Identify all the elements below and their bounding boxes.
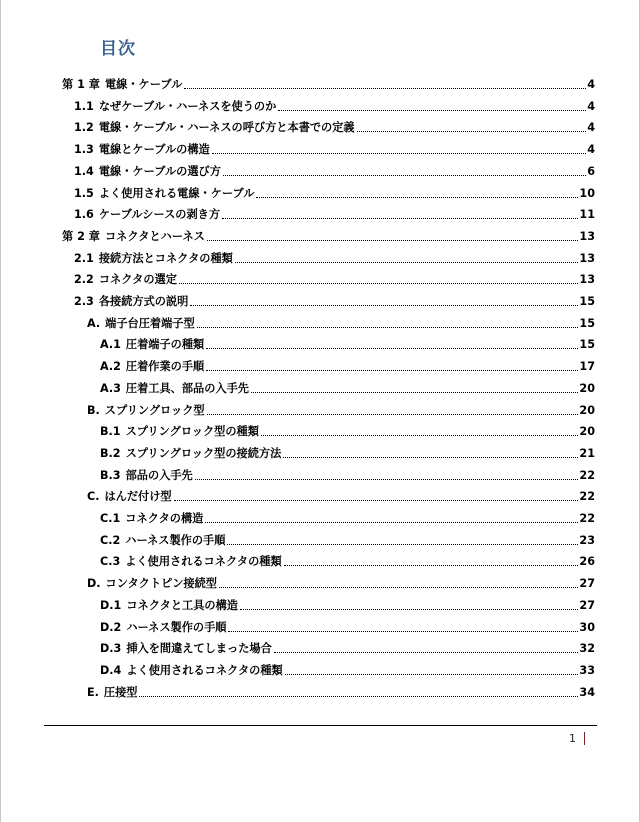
toc-entry[interactable] [87, 309, 595, 331]
footer-divider [44, 725, 597, 726]
toc-dot-leader [207, 240, 579, 241]
toc-dot-leader [179, 283, 579, 284]
toc-entry-page: 30 [579, 620, 595, 634]
toc-entry[interactable] [87, 678, 595, 700]
toc-entry-number: C.3 [100, 555, 121, 569]
toc-entry[interactable] [87, 482, 595, 504]
toc-entry-page: 33 [579, 663, 595, 677]
toc-entry-label: 接続方法とコネクタの種類 [98, 251, 233, 265]
toc-entry-page: 15 [579, 316, 595, 330]
toc-entry-number: B.1 [100, 425, 121, 439]
toc-dot-leader [357, 131, 587, 132]
toc-entry-label: スプリングロック型 [104, 403, 205, 417]
toc-entry-page: 22 [579, 512, 595, 525]
toc-entry[interactable] [100, 461, 595, 483]
toc-entry-label: コネクタとハーネス [104, 229, 205, 243]
toc-entry[interactable] [87, 396, 595, 418]
toc-dot-leader [284, 565, 579, 566]
toc-entry-label: 端子台圧着端子型 [105, 316, 195, 330]
toc-dot-leader [205, 522, 578, 523]
toc-entry-number: 1.4 [74, 164, 94, 178]
toc-entry-number: A. [87, 316, 101, 330]
toc-entry-label: 電線・ケーブル [104, 78, 183, 91]
toc-entry-label: コネクタの選定 [98, 273, 177, 287]
toc-entry[interactable] [100, 374, 595, 396]
toc-entry[interactable] [100, 352, 595, 374]
toc-dot-leader [261, 435, 579, 436]
toc-entry-number: B.3 [100, 468, 121, 482]
toc-dot-leader [219, 587, 578, 588]
footer-bar-decoration [584, 732, 585, 745]
toc-dot-leader [190, 305, 578, 306]
toc-entry-page: 22 [579, 490, 595, 504]
toc-entry-label: コネクタの構造 [125, 512, 204, 525]
toc-entry-number: 1.2 [74, 121, 94, 135]
toc-entry[interactable] [100, 591, 595, 613]
toc-entry-label: よく使用されるコネクタの種類 [126, 663, 283, 677]
toc-entry-page: 6 [587, 164, 595, 178]
toc-entry[interactable] [100, 504, 595, 526]
toc-entry-label: 各接続方式の説明 [98, 295, 189, 308]
toc-dot-leader [228, 631, 578, 632]
toc-entry-label: なぜケーブル・ハーネスを使うのか [98, 99, 277, 113]
toc-dot-leader [197, 327, 579, 328]
toc-entry-number: 1.1 [74, 99, 94, 113]
toc-entry-label: 部品の入手先 [125, 468, 193, 482]
toc-entry-number: A.1 [100, 338, 121, 352]
toc-entry-page: 22 [579, 468, 595, 482]
toc-entry-page: 20 [579, 381, 595, 395]
toc-entry[interactable] [100, 439, 595, 461]
toc-entry-label: 圧接型 [103, 685, 138, 699]
toc-entry[interactable] [74, 265, 595, 287]
toc-dot-leader [285, 674, 579, 675]
toc-entry-page: 4 [587, 78, 595, 91]
toc-entry-page: 17 [579, 360, 595, 374]
toc-entry[interactable] [87, 569, 595, 591]
toc-entry-number: C. [87, 490, 100, 504]
toc-entry-page: 21 [579, 446, 595, 460]
toc-dot-leader [139, 696, 578, 697]
toc-entry-label: 挿入を間違えてしまった場合 [126, 642, 272, 656]
toc-entry[interactable] [74, 157, 595, 179]
toc-entry-number: C.1 [100, 512, 121, 525]
toc-entry[interactable] [100, 417, 595, 439]
toc-entry[interactable] [74, 179, 595, 201]
toc-entry-page: 20 [579, 425, 595, 439]
toc-entry-number: 第 2 章 [62, 229, 100, 243]
toc-dot-leader [174, 500, 579, 501]
toc-entry[interactable] [74, 287, 595, 309]
toc-entry-number: 1.5 [74, 186, 94, 200]
toc-dot-leader [240, 609, 578, 610]
toc-dot-leader [274, 652, 579, 653]
toc-entry-page: 32 [579, 642, 595, 656]
toc-entry-page: 27 [579, 577, 595, 591]
toc-entry-page: 4 [587, 121, 595, 135]
toc-entry-number: D.1 [100, 598, 122, 612]
toc-dot-leader [227, 544, 578, 545]
toc-entry-label: はんだ付け型 [104, 490, 172, 504]
toc-entry-label: ケーブルシースの剥き方 [98, 208, 221, 222]
toc-entry[interactable] [62, 222, 595, 244]
toc-entry[interactable] [62, 70, 595, 92]
toc-entry-page: 15 [579, 295, 595, 308]
toc-dot-leader [283, 457, 578, 458]
toc-entry-number: B. [87, 403, 100, 417]
footer-page-number [569, 732, 585, 745]
toc-entry-page: 23 [579, 533, 595, 547]
toc-entry-label: 電線とケーブルの構造 [98, 143, 210, 157]
toc-entry-number: C.2 [100, 533, 121, 547]
toc-entry-label: 圧着工具、部品の入手先 [125, 381, 249, 395]
toc-entry-label: スプリングロック型の種類 [125, 425, 259, 439]
toc-entry-number: 2.3 [74, 295, 94, 308]
toc-dot-leader [184, 88, 586, 89]
toc-entry-label: ハーネス製作の手順 [126, 620, 227, 634]
toc-entry-page: 10 [579, 186, 595, 200]
toc-entry-label: よく使用されるコネクタの種類 [125, 555, 282, 569]
toc-entry-number: B.2 [100, 446, 121, 460]
toc-entry[interactable] [74, 113, 595, 135]
toc-dot-leader [235, 262, 579, 263]
toc-dot-leader [256, 197, 578, 198]
toc-entry-number: 1.6 [74, 208, 94, 222]
toc-entry-number: 1.3 [74, 143, 94, 157]
toc-dot-leader [212, 153, 587, 154]
toc-entry-page: 20 [579, 403, 595, 417]
toc-dot-leader [251, 392, 578, 393]
toc-entry-label: コネクタと工具の構造 [126, 598, 238, 612]
toc-entry-page: 15 [579, 338, 595, 352]
toc-entry-page: 34 [579, 685, 595, 699]
toc-dot-leader [195, 479, 579, 480]
toc-entry-number: A.2 [100, 360, 121, 374]
toc-entry-number: 第 1 章 [62, 78, 100, 91]
toc-entry[interactable] [100, 330, 595, 352]
toc-entry[interactable] [100, 547, 595, 569]
toc-entry-page: 13 [579, 273, 595, 287]
toc-entry[interactable] [100, 656, 595, 678]
toc-entry-number: D. [87, 577, 101, 591]
toc-dot-leader [223, 175, 586, 176]
toc-entry-number: D.3 [100, 642, 122, 656]
toc-entry-page: 13 [579, 251, 595, 265]
toc-entry[interactable] [100, 613, 595, 635]
toc-dot-leader [207, 414, 579, 415]
toc-dot-leader [206, 348, 578, 349]
toc-entry-number: E. [87, 685, 99, 699]
toc-title: 目次 [100, 39, 136, 59]
toc-entry-page: 27 [579, 598, 595, 612]
toc-entry-number: 2.1 [74, 251, 94, 265]
toc-dot-leader [222, 218, 578, 219]
toc-entry[interactable] [74, 92, 595, 114]
toc-entry-label: コンタクトピン接続型 [105, 577, 217, 591]
toc-entry[interactable] [74, 244, 595, 266]
toc-entry-label: 圧着端子の種類 [125, 338, 205, 352]
toc-entry-number: A.3 [100, 381, 121, 395]
toc-entry-number: D.4 [100, 663, 122, 677]
toc-entry-page: 26 [579, 555, 595, 569]
toc-entry-label: よく使用される電線・ケーブル [98, 186, 255, 200]
toc-entry-number: 2.2 [74, 273, 94, 287]
toc-entry-label: ハーネス製作の手順 [125, 533, 226, 547]
toc-entry-page: 4 [587, 143, 595, 157]
toc-dot-leader [278, 110, 586, 111]
toc-entry-label: スプリングロック型の接続方法 [125, 446, 282, 460]
toc-entry[interactable] [74, 200, 595, 222]
toc-entry-page: 13 [579, 229, 595, 243]
toc-entry-label: 圧着作業の手順 [125, 360, 205, 374]
page-number: 1 [569, 732, 576, 745]
toc-entry-number: D.2 [100, 620, 122, 634]
toc-entry[interactable] [100, 634, 595, 656]
toc-entry-label: 電線・ケーブル・ハーネスの呼び方と本書での定義 [98, 121, 355, 135]
toc-entry-label: 電線・ケーブルの選び方 [98, 164, 221, 178]
toc-dot-leader [206, 370, 578, 371]
toc-entry[interactable] [74, 135, 595, 157]
toc-entry-page: 11 [579, 208, 595, 222]
toc-entry[interactable] [100, 526, 595, 548]
toc-entry-page: 4 [587, 99, 595, 113]
